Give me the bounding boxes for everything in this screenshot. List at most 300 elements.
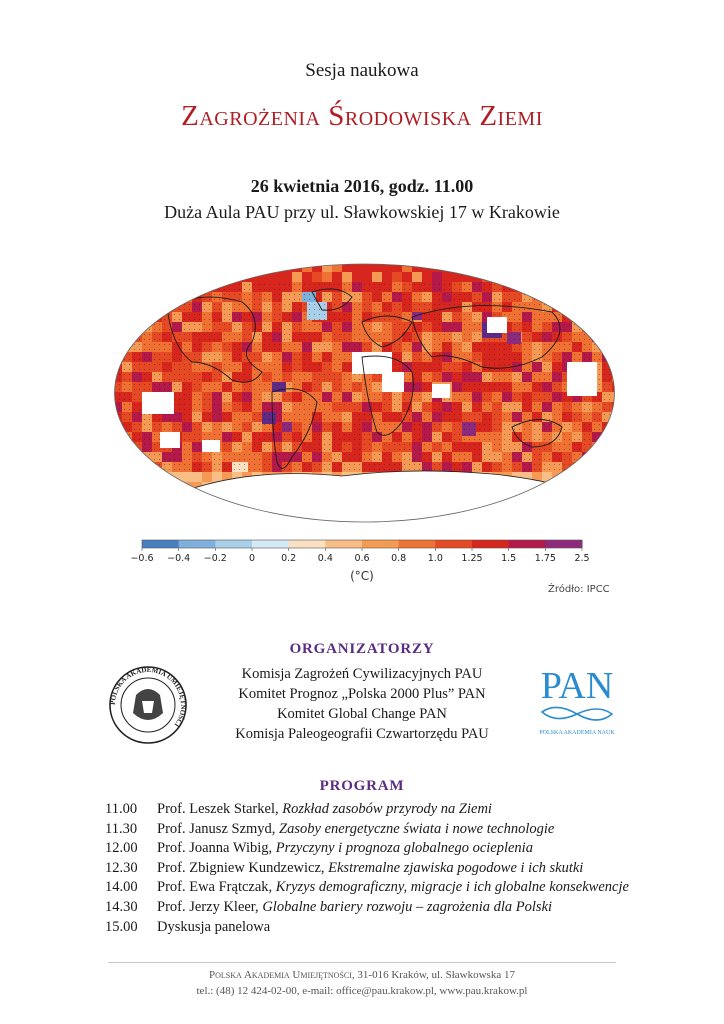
map-cell [542,492,552,502]
map-cell [132,502,142,512]
map-cell [222,522,232,532]
map-cell [592,282,602,292]
map-cell [572,282,582,292]
map-cell [272,272,282,282]
map-cell [582,312,592,322]
map-cell [322,522,332,532]
map-cell [572,522,582,532]
map-cell [552,482,562,492]
program-talk-title: Globalne bariery rozwoju – zagrożenia dla Polski [262,898,553,915]
map-cell [612,492,622,502]
map-cell [132,262,142,272]
colorbar-tick-label: −0.4 [167,553,191,564]
map-cell [482,512,492,522]
map-cell [602,282,612,292]
map-cell [142,492,152,502]
map-cell [602,442,612,452]
map-cell [162,502,172,512]
map-cell [262,522,272,532]
map-cell [162,292,172,302]
map-cell [522,262,532,272]
map-cell [582,522,592,532]
map-cell [392,272,402,282]
map-cell [562,292,572,302]
map-cell [612,452,622,462]
map-cell [572,272,582,282]
program-speaker: Prof. Janusz Szmyd, [157,820,280,837]
map-cell [292,262,302,272]
map-cell [252,522,262,532]
map-cell [572,492,582,502]
map-cell [572,482,582,492]
map-cell [492,512,502,522]
map-cell [172,512,182,522]
colorbar-tick-label: −0.2 [203,553,227,564]
map-cell [582,472,592,482]
map-cell [122,502,132,512]
map-cell [612,282,622,292]
map-cell [192,262,202,272]
map-cell [532,272,542,282]
map-cell [132,312,142,322]
organizers-list [200,664,524,744]
map-cell [442,272,452,282]
pan-logo [534,662,620,738]
map-cell [232,262,242,272]
map-cell [592,482,602,492]
map-cell [202,512,212,522]
map-cell [122,292,132,302]
event-date: 26 kwietnia 2016, godz. 11.00 [250,176,474,196]
footer-contact: tel.: (48) 12 424-02-00, e-mail: office@pau.krakow.pl, www.pau.krakow.pl [196,985,528,997]
map-cell [292,522,302,532]
map-cell [532,282,542,292]
map-cell [122,472,132,482]
map-cell [212,512,222,522]
map-cell [112,522,122,532]
map-cell [172,272,182,282]
map-cell [362,522,372,532]
map-cell [162,272,172,282]
map-cell [582,282,592,292]
map-cell [192,472,202,482]
map-cell [212,502,222,512]
map-cell [132,472,142,482]
map-cell [612,412,622,422]
map-cell [122,452,132,462]
map-cell [122,332,132,342]
map-cell [302,522,312,532]
map-cell [302,272,312,282]
map-cell [132,522,142,532]
map-cell [472,262,482,272]
map-cell [112,462,122,472]
map-cell [242,512,252,522]
map-cell [592,292,602,302]
map-cell [562,512,572,522]
map-cell [612,432,622,442]
map-cell [522,512,532,522]
program-row [105,800,665,820]
map-cell [522,522,532,532]
map-cell [112,422,122,432]
map-cell [592,302,602,312]
map-cell [522,502,532,512]
map-cell [552,262,562,272]
map-cell [472,522,482,532]
map-cell [382,272,392,282]
map-cell [572,292,582,302]
map-cell [532,522,542,532]
map-cell [352,272,362,282]
map-cell [312,522,322,532]
map-cell [172,262,182,272]
colorbar-tick-label: 0 [248,553,256,564]
map-cell [232,272,242,282]
map-cell [372,262,382,272]
map-cell [202,522,212,532]
map-cell [612,342,622,352]
map-cell [602,342,612,352]
map-cell [182,472,192,482]
map-cell [402,262,412,272]
map-cell [562,272,572,282]
map-cell [162,512,172,522]
map-cell [592,462,602,472]
program-speaker: Prof. Joanna Wibig, [157,840,276,857]
footer-org-name: Polska Akademia Umiejętności [209,969,352,981]
map-cell [142,502,152,512]
map-cell [322,272,332,282]
map-cell [512,262,522,272]
map-cell [392,262,402,272]
map-cell [562,282,572,292]
colorbar-tick-label: 1.25 [461,553,483,564]
map-cell [612,292,622,302]
map-cell [182,502,192,512]
map-cell [132,512,142,522]
colorbar-tick-label: 1.0 [427,553,443,564]
map-cell [112,432,122,442]
colorbar-tick-label: 1.5 [501,553,517,564]
map-cell [182,262,192,272]
map-cell [112,512,122,522]
map-cell [602,522,612,532]
map-cell [242,522,252,532]
map-cell [132,292,142,302]
map-cell [352,522,362,532]
map-cell [112,322,122,332]
colorbar-swatch [545,540,582,548]
map-cell [192,502,202,512]
map-cell [342,522,352,532]
map-cell [602,462,612,472]
map-cell [142,472,152,482]
program-speaker: Prof. Jerzy Kleer, [157,898,263,915]
program-row [105,839,665,859]
map-cell [122,512,132,522]
pan-logo-caption: POLSKA AKADEMIA NAUK [539,730,615,736]
map-cell [602,432,612,442]
map-cell [602,292,612,302]
map-cell [252,512,262,522]
map-cell [152,502,162,512]
program-talk-title: Przyczyny i prognoza globalnego ocieplenia [275,840,533,857]
map-cell [142,522,152,532]
map-cell [152,292,162,302]
map-cell [612,422,622,432]
program-description [157,839,533,859]
colorbar-swatch [472,540,509,548]
map-cell [132,272,142,282]
program-description [157,859,583,879]
map-cell [552,292,562,302]
map-cell [182,512,192,522]
program-description [157,820,554,840]
program-time: 12.00 [105,840,138,857]
map-cell [122,462,132,472]
map-cell [612,462,622,472]
map-cell [562,302,572,312]
map-cell [602,312,612,322]
map-cell [592,322,602,332]
map-cell [592,452,602,462]
program-speaker: Prof. Ewa Frątczak, [157,879,276,896]
map-cell [492,522,502,532]
map-cell [482,522,492,532]
map-cell [592,502,602,512]
map-cell [532,492,542,502]
map-cell [262,512,272,522]
map-cell [182,492,192,502]
map-cell [142,302,152,312]
map-cell [532,502,542,512]
colorbar-tick-label: 0.2 [281,553,297,564]
map-cell [162,522,172,532]
map-cell [572,472,582,482]
map-cell [502,272,512,282]
map-cell [542,262,552,272]
map-cell [562,492,572,502]
program-row [105,918,665,938]
map-cell [402,272,412,282]
map-cell [122,312,132,322]
map-cell [512,512,522,522]
map-cell [562,482,572,492]
map-cell [592,262,602,272]
map-cell [112,442,122,452]
map-cell [162,472,172,482]
map-cell [212,522,222,532]
map-cell [152,492,162,502]
map-cell [592,472,602,482]
map-cell [582,492,592,502]
map-cell [192,492,202,502]
map-cell [252,262,262,272]
colorbar-tick-label: −0.6 [130,553,154,564]
map-cell [112,302,122,312]
map-cell [532,512,542,522]
map-cell [112,262,122,272]
colorbar-unit: (°C) [350,569,374,583]
map-cell [352,262,362,272]
map-cell [582,512,592,522]
program-description [157,898,552,918]
map-cell [502,522,512,532]
map-cell [542,522,552,532]
program-description [157,878,629,898]
map-cell [362,272,372,282]
map-cell [132,282,142,292]
organizer-item: Komitet Prognoz „Polska 2000 Plus” PAN [238,686,486,702]
event-venue: Duża Aula PAU przy ul. Sławkowskiej 17 w Krakowie [164,202,560,222]
map-cell [552,492,562,502]
map-cell [112,282,122,292]
world-temperature-map [112,262,617,524]
map-cell [432,272,442,282]
program-description [157,800,492,820]
temperature-colorbar [130,538,590,584]
map-cell [492,272,502,282]
map-cell [152,522,162,532]
map-cell [112,492,122,502]
map-cell [452,262,462,272]
map-cell [342,272,352,282]
map-cell [582,502,592,512]
program-time: 11.30 [105,820,138,837]
map-cell [592,522,602,532]
program-talk-title: Kryzys demograficzny, migracje i ich globalne konsekwencje [275,879,629,896]
map-cell [112,272,122,282]
map-cell [502,512,512,522]
map-cell [132,302,142,312]
map-cell [132,492,142,502]
map-cell [232,522,242,532]
map-cell [172,482,182,492]
colorbar-swatch [179,540,216,548]
map-cell [322,262,332,272]
map-cell [562,262,572,272]
colorbar-swatch [215,540,252,548]
map-cell [202,282,212,292]
map-cell [222,272,232,282]
event-title: Zagrożenia Środowiska Ziemi [181,100,543,132]
colorbar-tick-label: 0.8 [391,553,407,564]
map-cell [612,332,622,342]
colorbar-swatch [509,540,546,548]
map-cell [142,272,152,282]
map-cell [612,312,622,322]
map-cell [502,502,512,512]
map-cell [542,472,552,482]
map-cell [602,302,612,312]
map-cell [122,442,132,452]
map-cell [602,452,612,462]
map-cell [112,482,122,492]
map-cell [602,492,612,502]
program-talk-title: Rozkład zasobów przyrody na Ziemi [282,801,492,817]
map-cell [522,282,532,292]
map-cell [122,482,132,492]
map-cell [112,472,122,482]
colorbar-swatch [289,540,326,548]
colorbar-swatch [399,540,436,548]
map-cell [372,272,382,282]
map-cell [152,282,162,292]
program-time: 12.30 [105,859,138,876]
program-list [105,800,665,937]
map-cell [482,262,492,272]
map-cell [362,262,372,272]
program-speaker: Prof. Leszek Starkel, [157,801,283,817]
map-cell [342,262,352,272]
map-cell [142,482,152,492]
map-cell [212,262,222,272]
map-cell [422,522,432,532]
map-cell [182,282,192,292]
map-cell [162,492,172,502]
map-cell [162,482,172,492]
map-cell [572,312,582,322]
map-cell [112,352,122,362]
map-cell [122,282,132,292]
map-cell [602,332,612,342]
footer-address [0,969,724,981]
map-cell [462,522,472,532]
program-speaker: Prof. Zbigniew Kundzewicz, [157,859,329,876]
map-cell [612,502,622,512]
map-cell [192,512,202,522]
map-cell [542,292,552,302]
map-cell [332,272,342,282]
map-cell [612,522,622,532]
map-cell [202,272,212,282]
footer-divider [108,962,616,963]
footer-address-text: , 31-016 Kraków, ul. Sławkowska 17 [351,969,515,981]
map-cell [542,512,552,522]
map-cell [542,272,552,282]
map-cell [152,272,162,282]
map-cell [152,472,162,482]
organizer-item: Komitet Global Change PAN [277,706,447,722]
map-cell [602,512,612,522]
map-cell [312,272,322,282]
map-cell [562,522,572,532]
map-cell [112,332,122,342]
map-cell [552,282,562,292]
colorbar-tick-label: 0.4 [317,553,333,564]
map-cell [142,512,152,522]
map-cell [232,512,242,522]
map-cell [372,522,382,532]
map-cell [162,302,172,312]
map-cell [192,272,202,282]
map-cell [132,462,142,472]
map-cell [612,262,622,272]
map-cell [522,272,532,282]
map-cell [112,452,122,462]
map-cell [572,502,582,512]
map-cell [582,462,592,472]
map-cell [242,262,252,272]
map-cell [202,472,212,482]
map-cell [602,472,612,482]
map-cell [152,482,162,492]
map-cell [592,512,602,522]
map-cell [142,292,152,302]
map-cell [412,272,422,282]
program-talk-title: Zasoby energetyczne świata i nowe technologie [279,820,555,837]
